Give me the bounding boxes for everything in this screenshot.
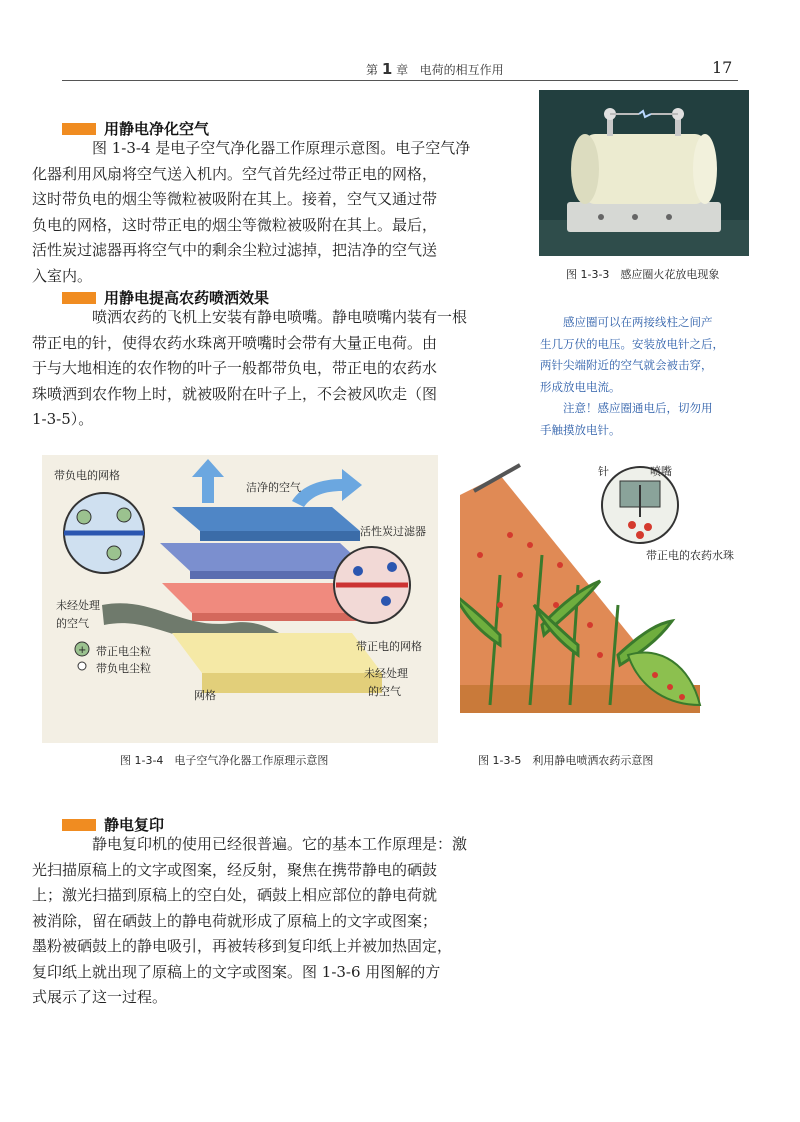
side-note [540, 312, 740, 441]
paragraph-line: 图 1-3-4 是电子空气净化器工作原理示意图。电子空气净 [92, 139, 471, 157]
paragraph-line: 被消除，留在硒鼓上的静电荷就形成了原稿上的文字或图案； [32, 911, 438, 930]
paragraph-line: 上；激光扫描到原稿上的空白处，硒鼓上相应部位的静电荷就 [32, 886, 438, 904]
label-untreated-air-left: 未经处理 [56, 599, 100, 612]
label-untreated-air-right-2: 的空气 [368, 685, 401, 698]
label-pos-particle: 带正电尘粒 [96, 645, 151, 658]
svg-text:+: + [78, 645, 87, 656]
figure134-caption: 图 1-3-4 电子空气净化器工作原理示意图 [120, 754, 329, 767]
heading-bar [62, 123, 96, 135]
heading-bar [62, 292, 96, 304]
air-purifier-illustration [42, 455, 438, 743]
label-charged-droplet: 带正电的农药水珠 [646, 549, 734, 562]
label-untreated-air-right: 未经处理 [364, 667, 408, 680]
note-line: 手触摸放电针。 [540, 422, 621, 437]
note-line: 感应圈可以在两接线柱之间产 [563, 315, 713, 329]
air-purifier-diagram [42, 455, 438, 743]
note-line: 注意！感应圈通电后，切勿用 [563, 401, 713, 415]
label-neg-grid: 带负电的网格 [54, 469, 120, 482]
label-nozzle: 喷嘴 [650, 465, 672, 478]
paragraph-line: 复印纸上就出现了原稿上的文字或图案。图 1-3-6 用图解的方 [32, 962, 441, 981]
induction-coil-photo [539, 90, 749, 256]
paragraph-line: 负电的网格，这时带正电的烟尘等微粒被吸附在其上。最后， [32, 215, 438, 234]
chapter-suffix: 章 [396, 63, 409, 77]
paragraph-air-purify [32, 136, 502, 289]
label-needle: 针 [598, 465, 609, 478]
paragraph-photocopy [32, 832, 502, 1011]
page-number: 17 [712, 58, 733, 77]
paragraph-line: 墨粉被硒鼓上的静电吸引，再被转移到复印纸上并被加热固定， [32, 937, 453, 955]
note-line: 形成放电电流。 [540, 379, 621, 394]
chapter-number: 1 [381, 60, 393, 78]
paragraph-line: 1-3-5）。 [32, 410, 94, 428]
section-heading-text: 静电复印 [104, 816, 165, 834]
paragraph-line: 带正电的针，使得农药水珠离开喷嘴时会带有大量正电荷。由 [32, 333, 438, 352]
label-grid: 网格 [194, 689, 216, 702]
label-neg-particle: 带负电尘粒 [96, 662, 151, 675]
paragraph-line: 于与大地相连的农作物的叶子一般都带负电，带正电的农药水 [32, 359, 438, 377]
chapter-header [366, 60, 504, 78]
label-pos-grid: 带正电的网格 [356, 640, 422, 653]
photo-caption: 图 1-3-3 感应圈火花放电现象 [566, 268, 720, 281]
note-line: 两针尖端附近的空气就会被击穿， [540, 358, 713, 372]
label-clean-air: 洁净的空气 [246, 481, 301, 494]
paragraph-line: 珠喷洒到农作物上时，就被吸附在叶子上，不会被风吹走（图 [32, 384, 438, 403]
section-heading-text: 用静电提高农药喷洒效果 [104, 289, 270, 307]
paragraph-line: 这时带负电的烟尘等微粒被吸附在其上。接着，空气又通过带 [32, 190, 438, 208]
section-heading-text: 用静电净化空气 [104, 120, 210, 138]
figure135-caption: 图 1-3-5 利用静电喷洒农药示意图 [478, 754, 654, 767]
paragraph-line: 化器利用风扇将空气送入机内。空气首先经过带正电的网格， [32, 164, 438, 183]
paragraph-line: 喷洒农药的飞机上安装有静电喷嘴。静电喷嘴内装有一根 [92, 308, 468, 326]
paragraph-pesticide [32, 305, 502, 433]
note-line: 生几万伏的电压。安装放电针之后， [540, 336, 724, 351]
chapter-prefix: 第 [366, 63, 379, 77]
label-carbon-filter: 活性炭过滤器 [360, 525, 426, 538]
paragraph-line: 光扫描原稿上的文字或图案，经反射，聚焦在携带静电的硒鼓 [32, 860, 438, 879]
induction-coil-illustration [539, 90, 749, 256]
pesticide-spray-diagram [460, 455, 750, 743]
paragraph-line: 静电复印机的使用已经很普遍。它的基本工作原理是：激 [92, 835, 468, 853]
paragraph-line: 入室内。 [32, 266, 93, 285]
heading-bar [62, 819, 96, 831]
paragraph-line: 式展示了这一过程。 [32, 988, 168, 1006]
label-untreated-air-left-2: 的空气 [56, 617, 89, 630]
chapter-title: 电荷的相互作用 [419, 63, 504, 77]
pesticide-spray-illustration [460, 455, 750, 743]
header-rule [62, 80, 738, 81]
paragraph-line: 活性炭过滤器再将空气中的剩余尘粒过滤掉，把洁净的空气送 [32, 241, 438, 259]
